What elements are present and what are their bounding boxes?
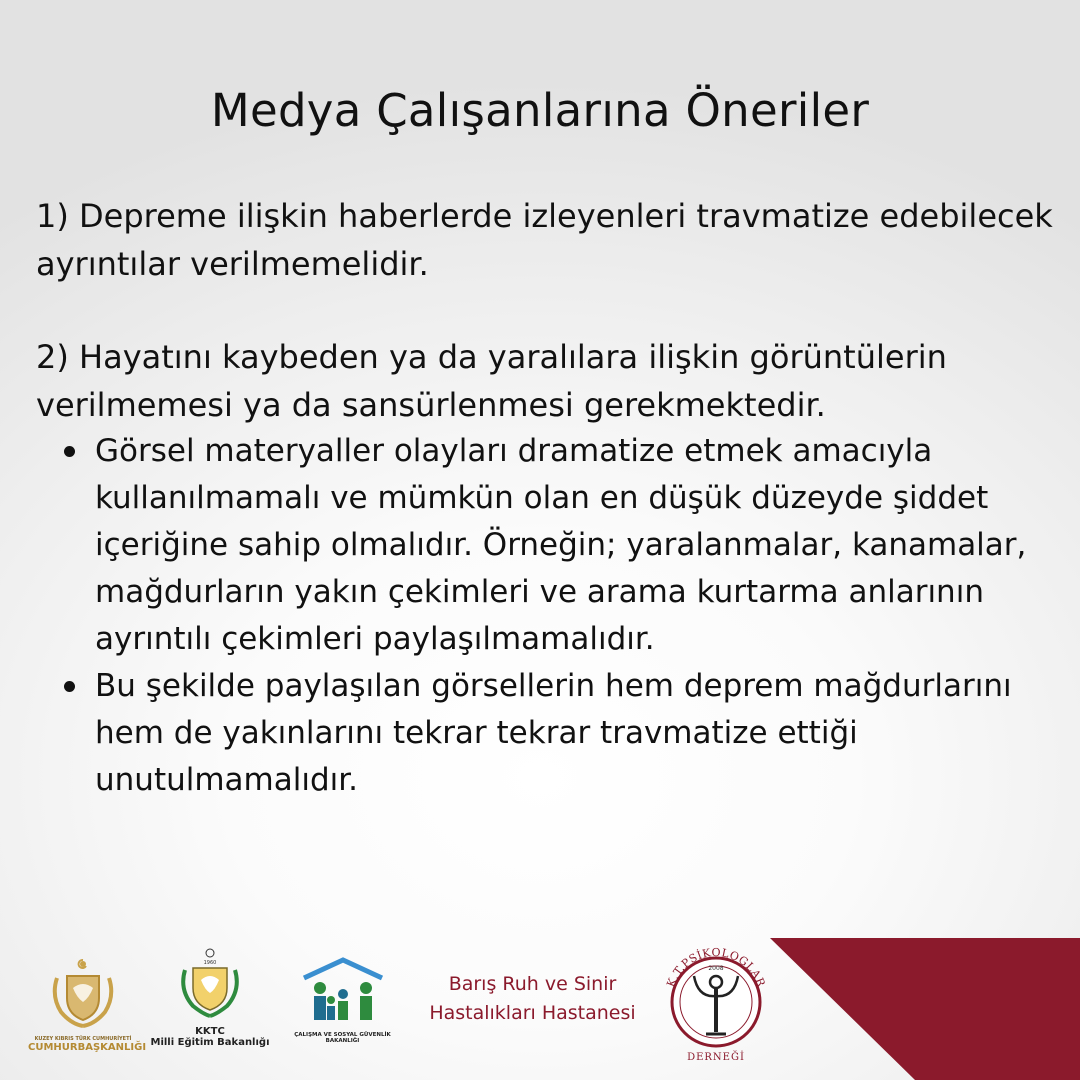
family-house-icon (298, 956, 388, 1028)
bullet-item (62, 663, 1062, 804)
svg-text:DERNEĞİ: DERNEĞİ (687, 1052, 745, 1063)
calisma-line1: ÇALIŞMA VE SOSYAL GÜVENLİK (294, 1032, 391, 1038)
cumhurbaskanligi-name: CUMHURBAŞKANLIĞI (28, 1042, 147, 1053)
bullet-list (62, 428, 1062, 804)
svg-text:2008: 2008 (708, 965, 724, 972)
footer-logos (0, 930, 1080, 1080)
psikologlar-seal-icon (660, 936, 772, 1064)
presidential-emblem-icon (43, 950, 123, 1032)
meb-line2: Milli Eğitim Bakanlığı (150, 1037, 270, 1048)
calisma-logo (290, 956, 395, 1044)
hospital-name (405, 970, 660, 1028)
cumhurbaskanligi-logo (28, 950, 147, 1053)
cumhurbaskanligi-small-text: KUZEY KIBRIS TÜRK CUMHURİYETİ (34, 1036, 132, 1042)
meb-logo (150, 946, 270, 1048)
recommendation-1: 1) Depreme ilişkin haberlerde izleyenleri travmatize edebilecek ayrıntılar verilmemelidir. (36, 197, 1053, 283)
hospital-line1: Barış Ruh ve Sinir (448, 973, 617, 995)
svg-text:1960: 1960 (203, 960, 217, 966)
bullet-text: Görsel materyaller olayları dramatize etmek amacıyla kullanılmamalı ve mümkün olan en düşük düzeyde şiddet içeriğine sahip olmalıdır. Örneğin; yaralanmalar, kanamalar, mağdurların yakın çekimleri ve arama kurtarma anlarının ayrıntılı çekimleri paylaşılmamalıdır. (95, 433, 1027, 657)
corner-decoration (770, 938, 1080, 1080)
recommendation-2: 2) Hayatını kaybeden ya da yaralılara ilişkin görüntülerin verilmemesi ya da sansürlenmesi gerekmektedir. (36, 338, 947, 424)
meb-emblem-icon (175, 946, 245, 1022)
svg-text:K.T.PSİKOLOGLAR: K.T.PSİKOLOGLAR (664, 945, 768, 989)
bullet-dot-icon (64, 446, 75, 457)
page-title: Medya Çalışanlarına Öneriler (210, 84, 870, 137)
meb-line1: KKTC (195, 1026, 225, 1037)
psikologlar-logo (660, 936, 772, 1066)
bullet-item (62, 428, 1062, 663)
calisma-line2: BAKANLIĞI (325, 1038, 360, 1044)
bullet-dot-icon (64, 681, 75, 692)
hospital-line2: Hastalıkları Hastanesi (429, 1002, 636, 1024)
bullet-text: Bu şekilde paylaşılan görsellerin hem deprem mağdurlarını hem de yakınlarını tekrar tekrar travmatize ettiği unutulmamalıdır. (95, 668, 1012, 798)
